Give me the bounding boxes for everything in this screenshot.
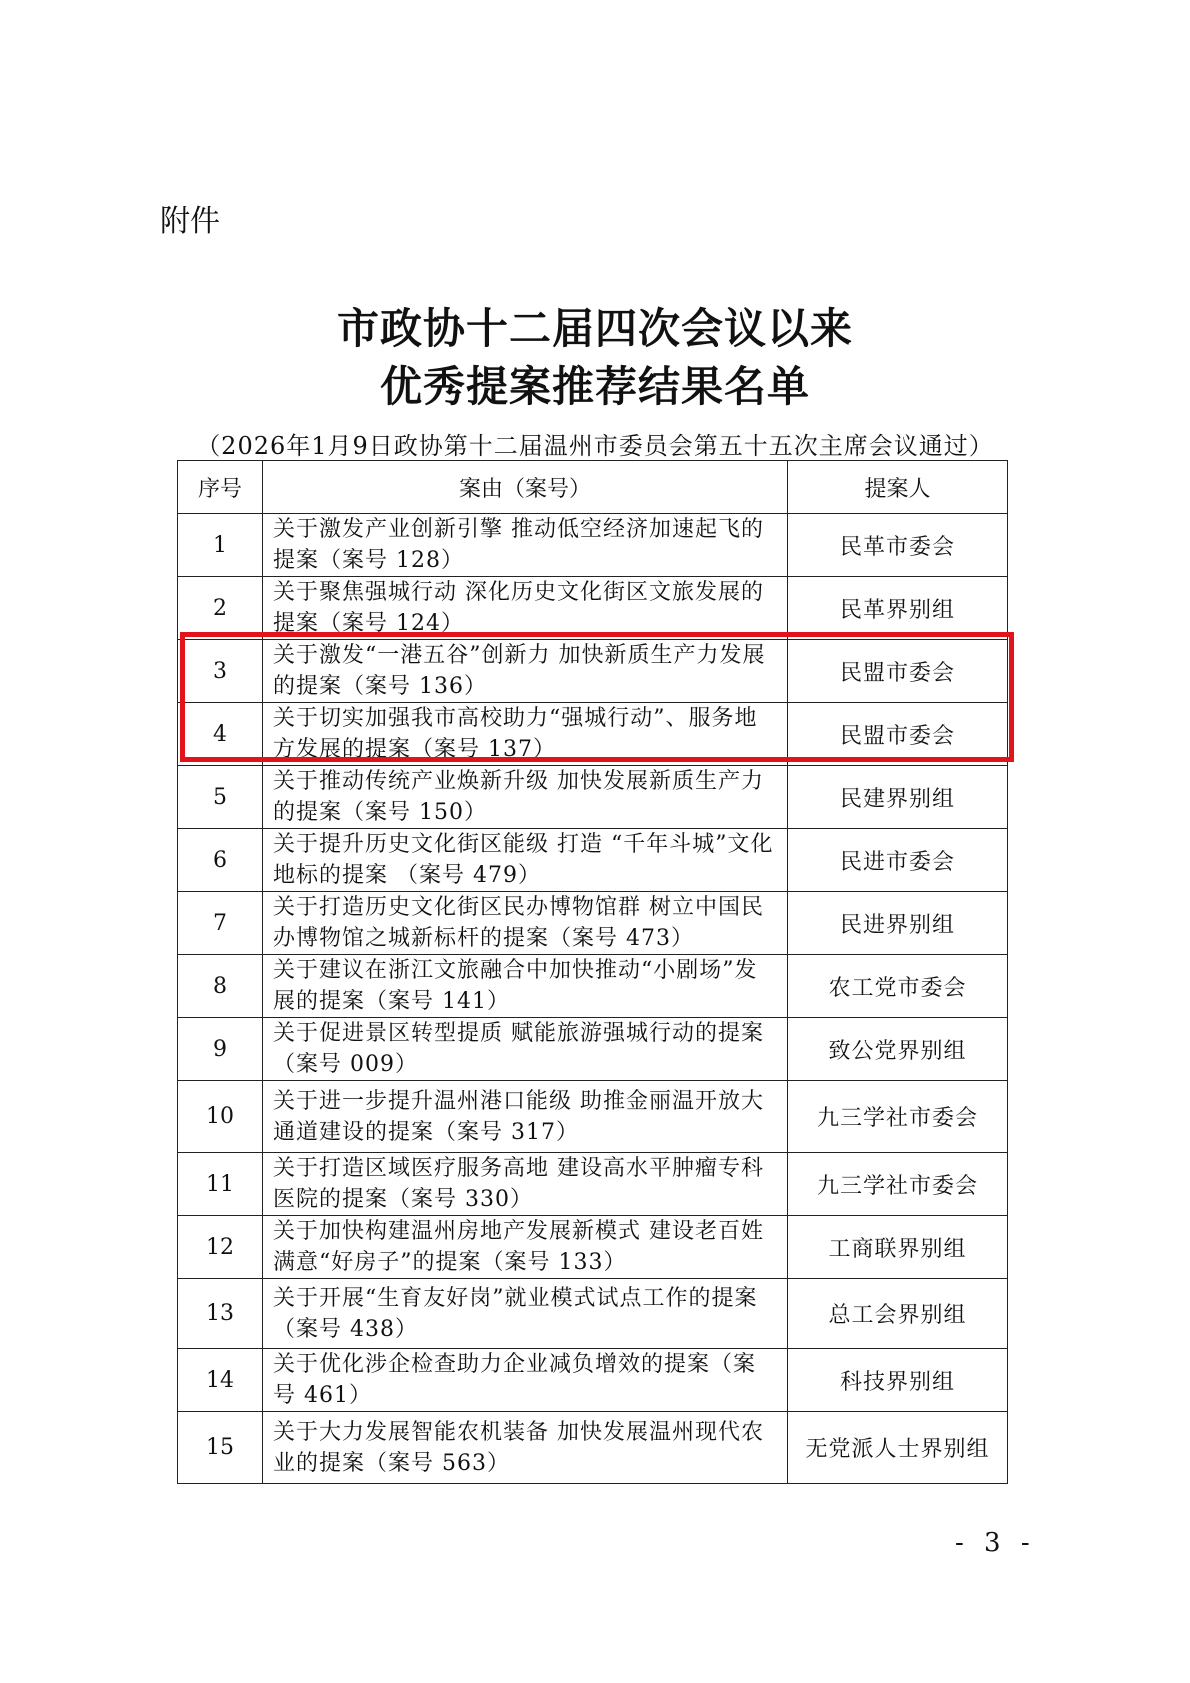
table-row [178, 1279, 1008, 1349]
row-subject: 关于打造历史文化街区民办博物馆群 树立中国民办博物馆之城新标杆的提案（案号 473） [263, 892, 788, 955]
row-proposer: 民革界别组 [788, 577, 1008, 640]
table-row [178, 577, 1008, 640]
row-proposer: 无党派人士界别组 [788, 1412, 1008, 1484]
proposal-table [177, 460, 1008, 1484]
row-seq: 12 [178, 1216, 263, 1279]
row-seq: 1 [178, 514, 263, 577]
table-row [178, 766, 1008, 829]
row-proposer: 九三学社市委会 [788, 1153, 1008, 1216]
table-row [178, 1412, 1008, 1484]
row-subject: 关于推动传统产业焕新升级 加快发展新质生产力的提案（案号 150） [263, 766, 788, 829]
row-proposer: 总工会界别组 [788, 1279, 1008, 1349]
table-row [178, 1018, 1008, 1081]
row-proposer: 致公党界别组 [788, 1018, 1008, 1081]
subtitle: （2026年1月9日政协第十二届温州市委员会第五十五次主席会议通过） [196, 432, 994, 460]
row-proposer: 科技界别组 [788, 1349, 1008, 1412]
row-subject: 关于加快构建温州房地产发展新模式 建设老百姓满意“好房子”的提案（案号 133） [263, 1216, 788, 1279]
row-subject: 关于提升历史文化街区能级 打造 “千年斗城”文化地标的提案 （案号 479） [263, 829, 788, 892]
attachment-label: 附件 [160, 204, 220, 239]
row-proposer: 民进界别组 [788, 892, 1008, 955]
row-subject: 关于进一步提升温州港口能级 助推金丽温开放大通道建设的提案（案号 317） [263, 1081, 788, 1153]
row-seq: 2 [178, 577, 263, 640]
row-proposer: 九三学社市委会 [788, 1081, 1008, 1153]
highlight-box [180, 632, 1014, 762]
table-row [178, 892, 1008, 955]
row-seq: 11 [178, 1153, 263, 1216]
row-subject: 关于开展“生育友好岗”就业模式试点工作的提案（案号 438） [263, 1279, 788, 1349]
row-proposer: 民盟市委会 [788, 703, 1008, 766]
row-proposer: 民建界别组 [788, 766, 1008, 829]
table-row [178, 514, 1008, 577]
row-proposer: 民盟市委会 [788, 640, 1008, 703]
row-subject: 关于切实加强我市高校助力“强城行动”、服务地方发展的提案（案号 137） [263, 703, 788, 766]
row-seq: 5 [178, 766, 263, 829]
header-proposer: 提案人 [788, 461, 1008, 514]
header-subject: 案由（案号） [263, 461, 788, 514]
row-subject: 关于大力发展智能农机装备 加快发展温州现代农业的提案（案号 563） [263, 1412, 788, 1484]
row-seq: 13 [178, 1279, 263, 1349]
row-seq: 8 [178, 955, 263, 1018]
row-seq: 7 [178, 892, 263, 955]
row-seq: 4 [178, 703, 263, 766]
row-proposer: 工商联界别组 [788, 1216, 1008, 1279]
row-proposer: 农工党市委会 [788, 955, 1008, 1018]
row-seq: 9 [178, 1018, 263, 1081]
row-subject: 关于打造区域医疗服务高地 建设高水平肿瘤专科医院的提案（案号 330） [263, 1153, 788, 1216]
row-subject: 关于建议在浙江文旅融合中加快推动“小剧场”发展的提案（案号 141） [263, 955, 788, 1018]
row-proposer: 民进市委会 [788, 829, 1008, 892]
table-row [178, 1081, 1008, 1153]
row-seq: 14 [178, 1349, 263, 1412]
page-number: - 3 - [955, 1528, 1036, 1558]
table-row [178, 1349, 1008, 1412]
table-row [178, 829, 1008, 892]
row-proposer: 民革市委会 [788, 514, 1008, 577]
row-seq: 10 [178, 1081, 263, 1153]
row-subject: 关于优化涉企检查助力企业减负增效的提案（案号 461） [263, 1349, 788, 1412]
row-subject: 关于聚焦强城行动 深化历史文化街区文旅发展的提案（案号 124） [263, 577, 788, 640]
row-seq: 3 [178, 640, 263, 703]
header-seq: 序号 [178, 461, 263, 514]
row-subject: 关于促进景区转型提质 赋能旅游强城行动的提案（案号 009） [263, 1018, 788, 1081]
row-seq: 6 [178, 829, 263, 892]
table-header-row [178, 461, 1008, 514]
table-row [178, 955, 1008, 1018]
table-row [178, 1216, 1008, 1279]
page-title-line1: 市政协十二届四次会议以来 [336, 304, 853, 353]
row-subject: 关于激发产业创新引擎 推动低空经济加速起飞的提案（案号 128） [263, 514, 788, 577]
row-subject: 关于激发“一港五谷”创新力 加快新质生产力发展的提案（案号 136） [263, 640, 788, 703]
row-seq: 15 [178, 1412, 263, 1484]
page-title-line2: 优秀提案推荐结果名单 [379, 362, 810, 411]
table-row [178, 1153, 1008, 1216]
